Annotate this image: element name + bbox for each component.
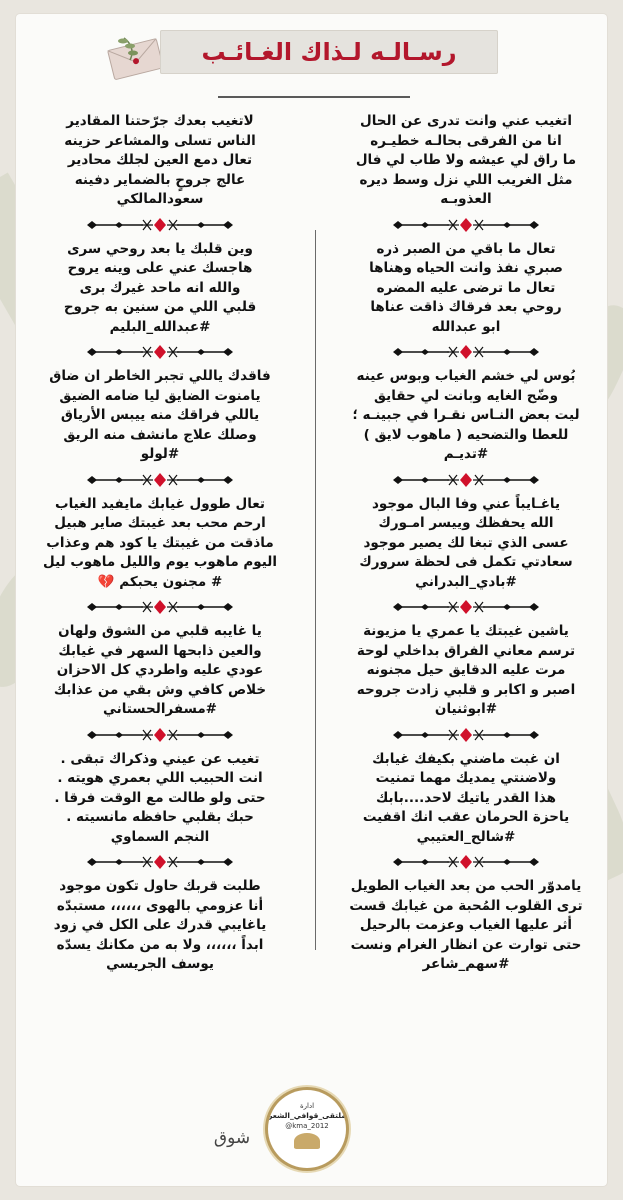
signature: شوق [213, 1128, 251, 1148]
poet-name: سعودالمالكي [116, 191, 204, 207]
poet-name: #بادي_البدراني [415, 573, 517, 590]
divider [24, 592, 296, 622]
poem-line: أنا عزومي بالهوى ،،،،،، مستبدّه [56, 897, 264, 914]
poem-line: الله يحفظك وييسر امـورك [378, 515, 554, 531]
divider [330, 592, 602, 622]
poem-line: ياللي فراقك منه ييبس الأرياق [60, 407, 260, 423]
divider [24, 210, 296, 240]
poem-line: عالج جروحٍ بالضماير دفينه [74, 171, 246, 188]
ornament-divider-icon [85, 728, 235, 742]
title-banner [160, 30, 498, 74]
logo-emblem-icon [294, 1133, 320, 1149]
poem-line: ترسم معاني الفراق بداخلي لوحة [356, 642, 576, 659]
poem-line: ترى القلوب المُحبة من غيابك قست [349, 897, 583, 914]
poem-block [330, 622, 602, 720]
divider [24, 337, 296, 367]
poem-line: روحي بعد فرقاك ذاقت عناها [370, 299, 562, 315]
divider [330, 337, 602, 367]
left-poem-column [24, 112, 296, 975]
poem-block [330, 112, 602, 210]
divider [330, 720, 602, 750]
poet-name: #ابوثنيان [434, 701, 498, 717]
logo-badge [268, 1090, 346, 1168]
page-title: رسـالـه لـذاك الغـائـب [201, 38, 457, 66]
poem-line: ولاضنتي يمديك مهما تمنيت [375, 770, 557, 786]
ornament-divider-icon [391, 218, 541, 232]
divider [24, 847, 296, 877]
poem-line: للعطا والتضحيه ( ماهوب لايق ) [363, 426, 569, 443]
poem-line: انت الحبيب اللي بعمري هويته . [57, 770, 263, 786]
poem-line: ماذقت من غيبتك يا كود هم وعذاب [46, 534, 274, 551]
poem-line: وضّح الغايه وبانت لي حقايق [374, 387, 558, 404]
poem-line: الناس تسلى والمشاعر حزينه [64, 132, 256, 149]
poem-line: عسى الذي تبغا لك يصير موجود [363, 534, 569, 551]
logo-handle: @kma_2012 [285, 1122, 329, 1130]
poem-line: تعال ما باقي من الصبر ذره [376, 240, 556, 257]
poem-line: حتى ولو طالت مع الوقت فرقا . [54, 789, 266, 806]
poem-line: ياغـايباً عني وفا البال موجود [371, 495, 561, 512]
poem-line: يا غايبه قلبي من الشوق ولهان [58, 623, 262, 639]
poem-line: ياحزة الحرمان عقب انك اقفيت [362, 809, 570, 825]
poem-line: بُوس لي خشم الغياب وبوس عينه [356, 368, 576, 384]
poem-line: وين قلبك يا بعد روحي سرى [67, 240, 253, 257]
poem-line: ياغايبي قدرك على الكل في زود [53, 917, 267, 933]
poet-name: العذوبـه [440, 191, 492, 207]
poet-name: ابو عبدالله [431, 318, 501, 335]
divider [330, 465, 602, 495]
poet-name: #تديـم [443, 446, 489, 462]
poem-block [330, 240, 602, 338]
poem-line: عودي عليه واطردي كل الاحزان [56, 662, 264, 678]
poem-line: هذا القدر ياتيك لاحد....بابك [375, 789, 557, 806]
title-underline [218, 96, 410, 98]
poet-name: #لولو [140, 446, 180, 462]
poem-line: والعين ذابحها السهر في غيابك [58, 642, 262, 659]
ornament-divider-icon [85, 600, 235, 614]
poem-line: والله انه ماحد غيرك برى [79, 279, 241, 296]
poet-name: #شالح_العتيبي [416, 828, 516, 845]
divider [330, 847, 602, 877]
poem-line: ما راق لي عيشه ولا طاب لي فال [355, 152, 577, 168]
poem-line: تعال ما ترضى عليه المضره [376, 279, 556, 296]
poem-block [24, 240, 296, 338]
logo-forum-name: ملتقى_قوافي_الشعر [268, 1111, 346, 1120]
poem-line: تغيب عن عيني وذكراك تبقى . [60, 750, 260, 767]
ornament-divider-icon [391, 345, 541, 359]
poem-line: انا من الفرقى بحالـه خطيـره [370, 132, 562, 149]
poem-line: تعال طوول غيابك مايفيد الغياب [55, 495, 265, 512]
poet-name: # مجنون يحبكم 💔 [97, 573, 223, 590]
poem-line: يامدوّر الحب من بعد الغياب الطويل [350, 878, 582, 894]
poem-line: صبري نفذ وانت الحياه وهناها [369, 260, 563, 276]
poem-line: تعال دمع العين لجلك محادير [67, 152, 253, 168]
poem-line: ابداً ،،،،،، ولا به من مكانك يسدّه [56, 936, 264, 953]
poem-block [24, 877, 296, 975]
poem-line: قلبي اللي من سنين به جروح [63, 299, 257, 315]
divider [24, 465, 296, 495]
ornament-divider-icon [391, 728, 541, 742]
ornament-divider-icon [391, 600, 541, 614]
poem-line: حتى توارت عن انظار الغرام ونست [350, 936, 582, 953]
ornament-divider-icon [391, 473, 541, 487]
poem-line: خلاص كافي وش بقي من عذابك [53, 681, 267, 698]
poem-block [24, 750, 296, 848]
ornament-divider-icon [85, 345, 235, 359]
poem-block [24, 495, 296, 593]
poem-block [330, 877, 602, 975]
poem-line: لاتغيب بعدك جرّحتنا المقادير [66, 113, 254, 129]
poet-name: #مسفرالحستاني [103, 701, 217, 717]
poem-line: ان غبت ماضني بكيفك غيابك [372, 750, 560, 767]
poem-line: اصبر و اكابر و قلبي زادت جروحه [356, 681, 576, 698]
logo-label: ادارة [299, 1102, 315, 1110]
poem-line: حبك بقلبي حافظه مانسيته . [66, 809, 254, 825]
poem-block [24, 367, 296, 465]
poem-line: أثر عليها الغياب وعزمت بالرحيل [359, 917, 573, 933]
poem-line: يامنوت الضايق ليا ضامه الضيق [59, 387, 261, 404]
poem-line: وصلك علاج مانشف منه الريق [63, 426, 257, 443]
poem-line: اليوم ماهوب يوم والليل ماهوب ليل [43, 554, 277, 570]
poem-block [330, 495, 602, 593]
poet-name: #سهم_شاعر [422, 956, 510, 972]
poem-line: ارحم محب بعد غيبتك صاير هبيل [54, 515, 266, 531]
poem-line: مثل الغريب اللي نزل وسط ديره [359, 171, 573, 188]
column-separator [315, 230, 316, 950]
poem-line: فاقدك ياللي تجبر الخاطر ان ضاق [49, 368, 271, 384]
poem-block [24, 622, 296, 720]
poem-line: طلبت قربك حاول تكون موجود [59, 878, 261, 894]
poem-block [330, 750, 602, 848]
poem-line: سعادتي تكمل فى لحظة سرورك [359, 554, 573, 570]
poem-line: هاجسك عني على وينه يروح [67, 260, 253, 276]
poem-line: ليت بعض النـاس نقـرا في جبينـه ؛ [352, 407, 580, 423]
ornament-divider-icon [391, 855, 541, 869]
right-poem-column [330, 112, 602, 975]
poem-line: اتغيب عني وانت تدرى عن الحال [360, 113, 572, 129]
poem-block [330, 367, 602, 465]
ornament-divider-icon [85, 855, 235, 869]
poem-line: ياشين غيبتك يا عمري يا مزيونة [363, 623, 569, 639]
envelope-icon [104, 34, 168, 80]
divider [24, 720, 296, 750]
poet-name: #عبدالله_البليم [109, 318, 211, 335]
divider [330, 210, 602, 240]
ornament-divider-icon [85, 218, 235, 232]
poem-block [24, 112, 296, 210]
ornament-divider-icon [85, 473, 235, 487]
poet-name: النجم السماوي [110, 828, 210, 845]
poet-name: يوسف الجريسي [106, 956, 214, 972]
poem-line: مرت عليه الدقايق حيل مجنونه [366, 662, 566, 678]
